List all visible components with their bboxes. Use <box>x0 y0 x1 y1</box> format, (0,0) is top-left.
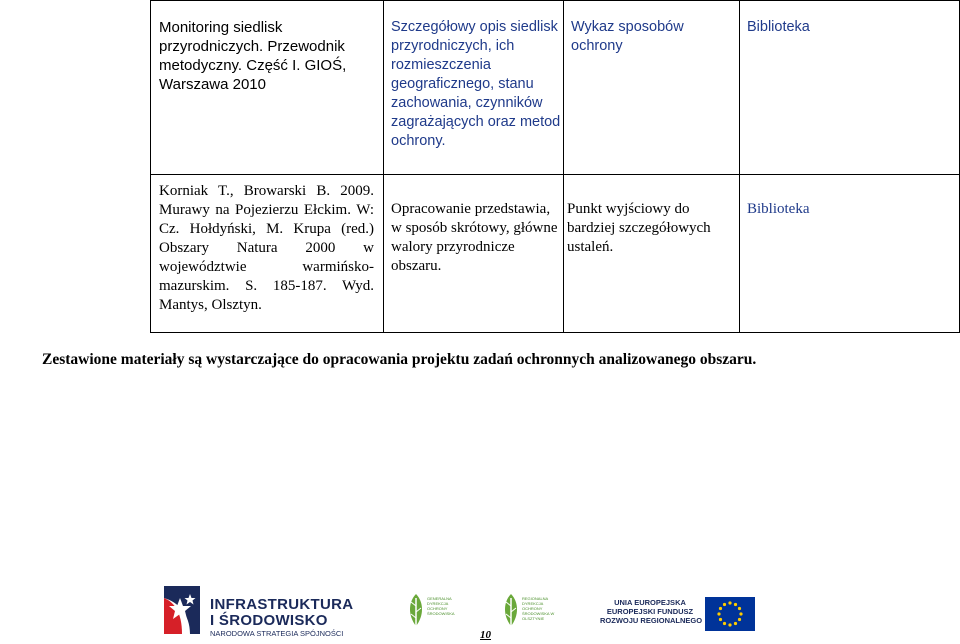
footer <box>0 580 960 644</box>
eu-logo-line: UNIA EUROPEJSKA <box>614 598 686 607</box>
leaf-icon <box>500 592 522 634</box>
table-border-bottom <box>150 332 960 333</box>
infrastructure-logo-tagline: NARODOWA STRATEGIA SPÓJNOŚCI <box>210 629 344 638</box>
table-cell-location: Biblioteka <box>747 201 810 217</box>
page-number: 10 <box>480 629 491 641</box>
rdos-logo <box>500 592 555 634</box>
table-col-line <box>383 0 384 333</box>
rdos-logo-text: REGIONALNA DYREKCJA OCHRONY ŚRODOWISKA W OLSZTYNIE <box>522 596 555 621</box>
infrastructure-logo-title: INFRASTRUKTURA <box>210 596 354 613</box>
conclusion-text: Zestawione materiały są wystarczające do opracowania projektu zadań ochronnych analizowanego obszaru. <box>42 351 757 368</box>
table-cell-description: Szczegółowy opis siedlisk przyrodniczych, ich rozmieszczenia geograficznego, stanu zachowania, czynników zagrażających oraz metod ochrony. <box>391 19 561 149</box>
infrastructure-logo-subtitle: I ŚRODOWISKO <box>210 612 328 629</box>
table-cell-description: Opracowanie przedstawia, w sposób skrótowy, główne walory przyrodnicze obszaru. <box>391 201 558 274</box>
gdos-logo-text: GENERALNA DYREKCJA OCHRONY ŚRODOWISKA <box>427 596 455 616</box>
eu-logo-line: EUROPEJSKI FUNDUSZ <box>606 607 694 616</box>
table-col-line <box>739 0 740 333</box>
infrastructure-star-icon <box>160 584 202 636</box>
eu-flag-icon <box>705 597 755 631</box>
table-border-top <box>150 0 960 1</box>
table-cell-source: Monitoring siedlisk przyrodniczych. Przewodnik metodyczny. Część I. GIOŚ, Warszawa 2010 <box>159 19 347 93</box>
table-row-divider <box>150 174 960 175</box>
table-col-line <box>563 0 564 333</box>
table-cell-usefulness: Punkt wyjściowy do bardziej szczegółowych ustaleń. <box>567 201 711 255</box>
gdos-logo <box>405 592 455 634</box>
leaf-icon <box>405 592 427 634</box>
table-cell-source: Korniak T., Browarski B. 2009. Murawy na Pojezierzu Ełckim. W: Cz. Hołdyński, M. Krupa (red.) Obszary Natura 2000 w województwie warmińsko-mazurskim. S. 185-187. Wyd. Mantys, Olsztyn. <box>159 183 374 313</box>
infrastructure-logo <box>160 580 354 640</box>
table-col-line <box>150 0 151 333</box>
table-cell-usefulness: Wykaz sposobów ochrony <box>571 19 684 54</box>
table-cell-location: Biblioteka <box>747 19 810 35</box>
eu-logo-text <box>600 598 703 625</box>
eu-logo-line: ROZWOJU REGIONALNEGO <box>600 616 703 625</box>
